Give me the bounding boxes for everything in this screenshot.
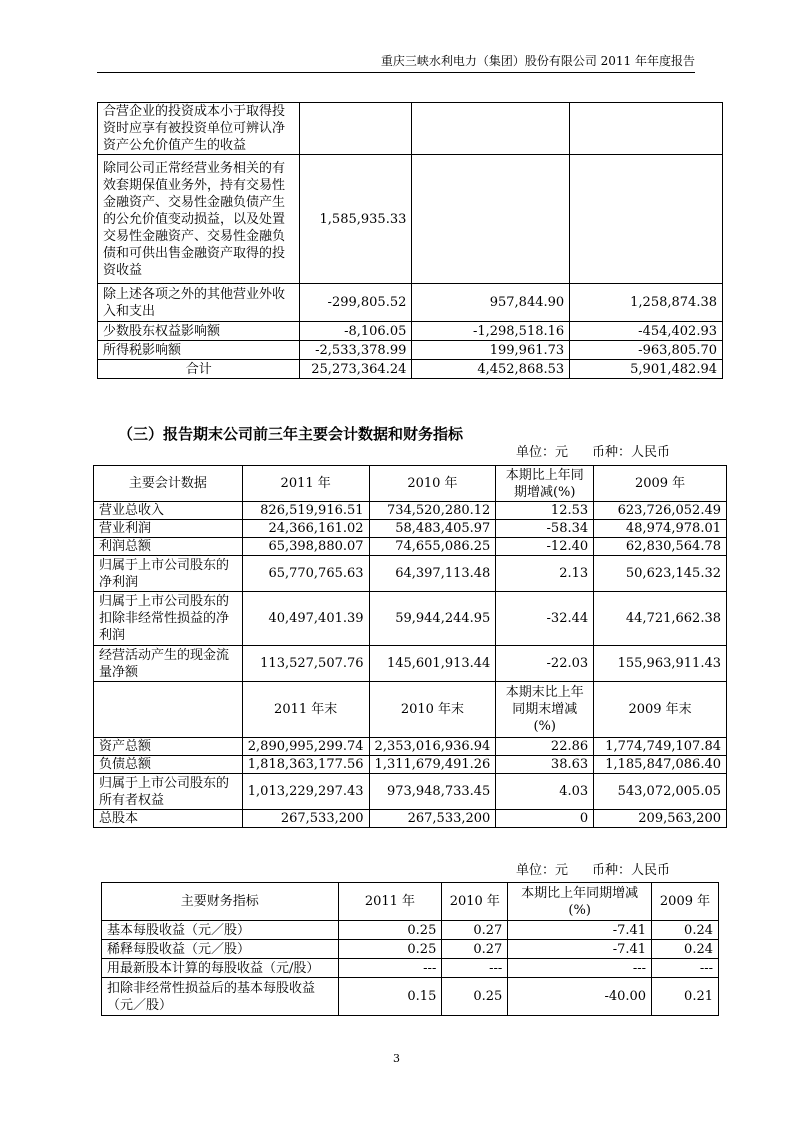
row-label: 利润总额 bbox=[94, 538, 243, 556]
table-row bbox=[94, 646, 727, 682]
currency-label: 币种：人民币 bbox=[592, 863, 671, 878]
table-row bbox=[94, 592, 727, 646]
unit-currency-line bbox=[516, 445, 670, 461]
row-label: 除上述各项之外的其他营业外收入和支出 bbox=[98, 284, 300, 322]
table-row bbox=[94, 520, 727, 538]
value-2009: -963,805.70 bbox=[570, 341, 723, 360]
column-header: 2011 年末 bbox=[242, 682, 369, 738]
value-2010: 0.25 bbox=[442, 978, 508, 1016]
value-2011: 1,585,935.33 bbox=[300, 155, 412, 284]
table-row-total bbox=[98, 360, 723, 379]
value-2011: 2,890,995,299.74 bbox=[242, 738, 369, 756]
value-2011: -299,805.52 bbox=[300, 284, 412, 322]
value-2011: -8,106.05 bbox=[300, 322, 412, 341]
table-row bbox=[98, 103, 723, 155]
column-header: 2010 年 bbox=[369, 466, 496, 502]
value-2011: 0.25 bbox=[338, 940, 442, 959]
value-2010: 957,844.90 bbox=[412, 284, 570, 322]
column-header: 主要财务指标 bbox=[102, 883, 339, 921]
table-row bbox=[94, 538, 727, 556]
value-2010 bbox=[412, 103, 570, 155]
change-percent: -58.34 bbox=[496, 520, 594, 538]
value-2011: 0.15 bbox=[338, 978, 442, 1016]
value-2010: 145,601,913.44 bbox=[369, 646, 496, 682]
column-header: 2010 年末 bbox=[369, 682, 496, 738]
column-header: 2009 年末 bbox=[594, 682, 727, 738]
value-2009: --- bbox=[652, 959, 719, 978]
value-2009: 543,072,005.05 bbox=[594, 774, 727, 810]
change-percent: 12.53 bbox=[496, 502, 594, 520]
table-row bbox=[102, 921, 719, 940]
table-row bbox=[102, 940, 719, 959]
column-header: 2009 年 bbox=[594, 466, 727, 502]
value-2009: 0.24 bbox=[652, 921, 719, 940]
value-2011 bbox=[300, 103, 412, 155]
value-2009: 1,185,847,086.40 bbox=[594, 756, 727, 774]
change-percent: -32.44 bbox=[496, 592, 594, 646]
value-2011: 267,533,200 bbox=[242, 810, 369, 828]
row-label: 除同公司正常经营业务相关的有效套期保值业务外，持有交易性金融资产、交易性金融负债产生的公允价值变动损益，以及处置交易性金融资产、交易性金融负债和可供出售金融资产取得的投资收益 bbox=[98, 155, 300, 284]
value-2011: 25,273,364.24 bbox=[300, 360, 412, 379]
row-label: 总股本 bbox=[94, 810, 243, 828]
row-label: 负债总额 bbox=[94, 756, 243, 774]
row-label: 少数股东权益影响额 bbox=[98, 322, 300, 341]
table-row bbox=[94, 502, 727, 520]
page-number: 3 bbox=[393, 1052, 400, 1065]
section-title: （三）报告期末公司前三年主要会计数据和财务指标 bbox=[118, 425, 464, 443]
column-header: 2011 年 bbox=[242, 466, 369, 502]
nonrecurring-items-table bbox=[97, 102, 723, 379]
row-label: 基本每股收益（元／股） bbox=[102, 921, 339, 940]
value-2009 bbox=[570, 155, 723, 284]
value-2009: 48,974,978.01 bbox=[594, 520, 727, 538]
change-percent: -12.40 bbox=[496, 538, 594, 556]
value-2011: 826,519,916.51 bbox=[242, 502, 369, 520]
row-label: 归属于上市公司股东的扣除非经常性损益的净利润 bbox=[94, 592, 243, 646]
currency-label: 币种：人民币 bbox=[592, 445, 671, 460]
column-header: 主要会计数据 bbox=[94, 466, 243, 502]
value-2010: -1,298,518.16 bbox=[412, 322, 570, 341]
value-2010: 0.27 bbox=[442, 940, 508, 959]
value-2011: 0.25 bbox=[338, 921, 442, 940]
value-2009: 44,721,662.38 bbox=[594, 592, 727, 646]
value-2009 bbox=[570, 103, 723, 155]
row-label: 资产总额 bbox=[94, 738, 243, 756]
change-percent: 2.13 bbox=[496, 556, 594, 592]
change-percent: -7.41 bbox=[508, 940, 652, 959]
table-header-row bbox=[102, 883, 719, 921]
value-2011: -2,533,378.99 bbox=[300, 341, 412, 360]
value-2009: 1,258,874.38 bbox=[570, 284, 723, 322]
value-2009: -454,402.93 bbox=[570, 322, 723, 341]
value-2011: 24,366,161.02 bbox=[242, 520, 369, 538]
row-label: 营业利润 bbox=[94, 520, 243, 538]
change-percent: -7.41 bbox=[508, 921, 652, 940]
value-2010: 4,452,868.53 bbox=[412, 360, 570, 379]
report-header: 重庆三峡水利电力（集团）股份有限公司 2011 年年度报告 bbox=[380, 54, 695, 68]
value-2011: 1,013,229,297.43 bbox=[242, 774, 369, 810]
row-label: 合计 bbox=[98, 360, 300, 379]
column-header: 2010 年 bbox=[442, 883, 508, 921]
value-2009: 5,901,482.94 bbox=[570, 360, 723, 379]
table-row bbox=[98, 322, 723, 341]
financial-indicators-table bbox=[101, 882, 719, 1016]
row-label: 经营活动产生的现金流量净额 bbox=[94, 646, 243, 682]
change-percent: --- bbox=[508, 959, 652, 978]
table-row bbox=[98, 284, 723, 322]
value-2010: 1,311,679,491.26 bbox=[369, 756, 496, 774]
value-2010 bbox=[412, 155, 570, 284]
table-row bbox=[94, 774, 727, 810]
unit-currency-line bbox=[516, 863, 670, 879]
value-2010: 59,944,244.95 bbox=[369, 592, 496, 646]
value-2009: 50,623,145.32 bbox=[594, 556, 727, 592]
accounting-data-table bbox=[93, 465, 727, 828]
row-label: 所得税影响额 bbox=[98, 341, 300, 360]
value-2009: 209,563,200 bbox=[594, 810, 727, 828]
value-2011: 113,527,507.76 bbox=[242, 646, 369, 682]
value-2011: 1,818,363,177.56 bbox=[242, 756, 369, 774]
value-2010: 267,533,200 bbox=[369, 810, 496, 828]
row-label: 稀释每股收益（元／股） bbox=[102, 940, 339, 959]
row-label: 归属于上市公司股东的所有者权益 bbox=[94, 774, 243, 810]
value-2009: 0.21 bbox=[652, 978, 719, 1016]
column-header bbox=[94, 682, 243, 738]
change-percent: 0 bbox=[496, 810, 594, 828]
table-row bbox=[94, 810, 727, 828]
row-label: 扣除非经常性损益后的基本每股收益（元／股） bbox=[102, 978, 339, 1016]
column-header: 本期比上年同期增减(%) bbox=[508, 883, 652, 921]
row-label: 合营企业的投资成本小于取得投资时应享有被投资单位可辨认净资产公允价值产生的收益 bbox=[98, 103, 300, 155]
column-header: 本期比上年同期增减(%) bbox=[496, 466, 594, 502]
value-2011: 65,770,765.63 bbox=[242, 556, 369, 592]
unit-label: 单位：元 bbox=[516, 863, 569, 878]
column-header: 本期末比上年同期末增减(%) bbox=[496, 682, 594, 738]
change-percent: 38.63 bbox=[496, 756, 594, 774]
value-2011: 40,497,401.39 bbox=[242, 592, 369, 646]
value-2011: 65,398,880.07 bbox=[242, 538, 369, 556]
value-2011: --- bbox=[338, 959, 442, 978]
table-row bbox=[102, 978, 719, 1016]
value-2009: 62,830,564.78 bbox=[594, 538, 727, 556]
value-2010: 2,353,016,936.94 bbox=[369, 738, 496, 756]
value-2009: 155,963,911.43 bbox=[594, 646, 727, 682]
change-percent: 4.03 bbox=[496, 774, 594, 810]
value-2010: 973,948,733.45 bbox=[369, 774, 496, 810]
row-label: 用最新股本计算的每股收益（元/股） bbox=[102, 959, 339, 978]
table-row bbox=[94, 556, 727, 592]
table-row bbox=[102, 959, 719, 978]
value-2010: 58,483,405.97 bbox=[369, 520, 496, 538]
table-header-row bbox=[94, 466, 727, 502]
table-row bbox=[98, 341, 723, 360]
table-row bbox=[94, 738, 727, 756]
table-row bbox=[94, 756, 727, 774]
value-2010: --- bbox=[442, 959, 508, 978]
unit-label: 单位：元 bbox=[516, 445, 569, 460]
value-2009: 623,726,052.49 bbox=[594, 502, 727, 520]
change-percent: -40.00 bbox=[508, 978, 652, 1016]
row-label: 营业总收入 bbox=[94, 502, 243, 520]
value-2009: 0.24 bbox=[652, 940, 719, 959]
value-2010: 74,655,086.25 bbox=[369, 538, 496, 556]
value-2010: 64,397,113.48 bbox=[369, 556, 496, 592]
value-2010: 199,961.73 bbox=[412, 341, 570, 360]
value-2009: 1,774,749,107.84 bbox=[594, 738, 727, 756]
row-label: 归属于上市公司股东的净利润 bbox=[94, 556, 243, 592]
value-2010: 734,520,280.12 bbox=[369, 502, 496, 520]
table-subheader-row bbox=[94, 682, 727, 738]
change-percent: 22.86 bbox=[496, 738, 594, 756]
column-header: 2009 年 bbox=[652, 883, 719, 921]
header-rule bbox=[97, 72, 695, 73]
change-percent: -22.03 bbox=[496, 646, 594, 682]
table-row bbox=[98, 155, 723, 284]
column-header: 2011 年 bbox=[338, 883, 442, 921]
value-2010: 0.27 bbox=[442, 921, 508, 940]
